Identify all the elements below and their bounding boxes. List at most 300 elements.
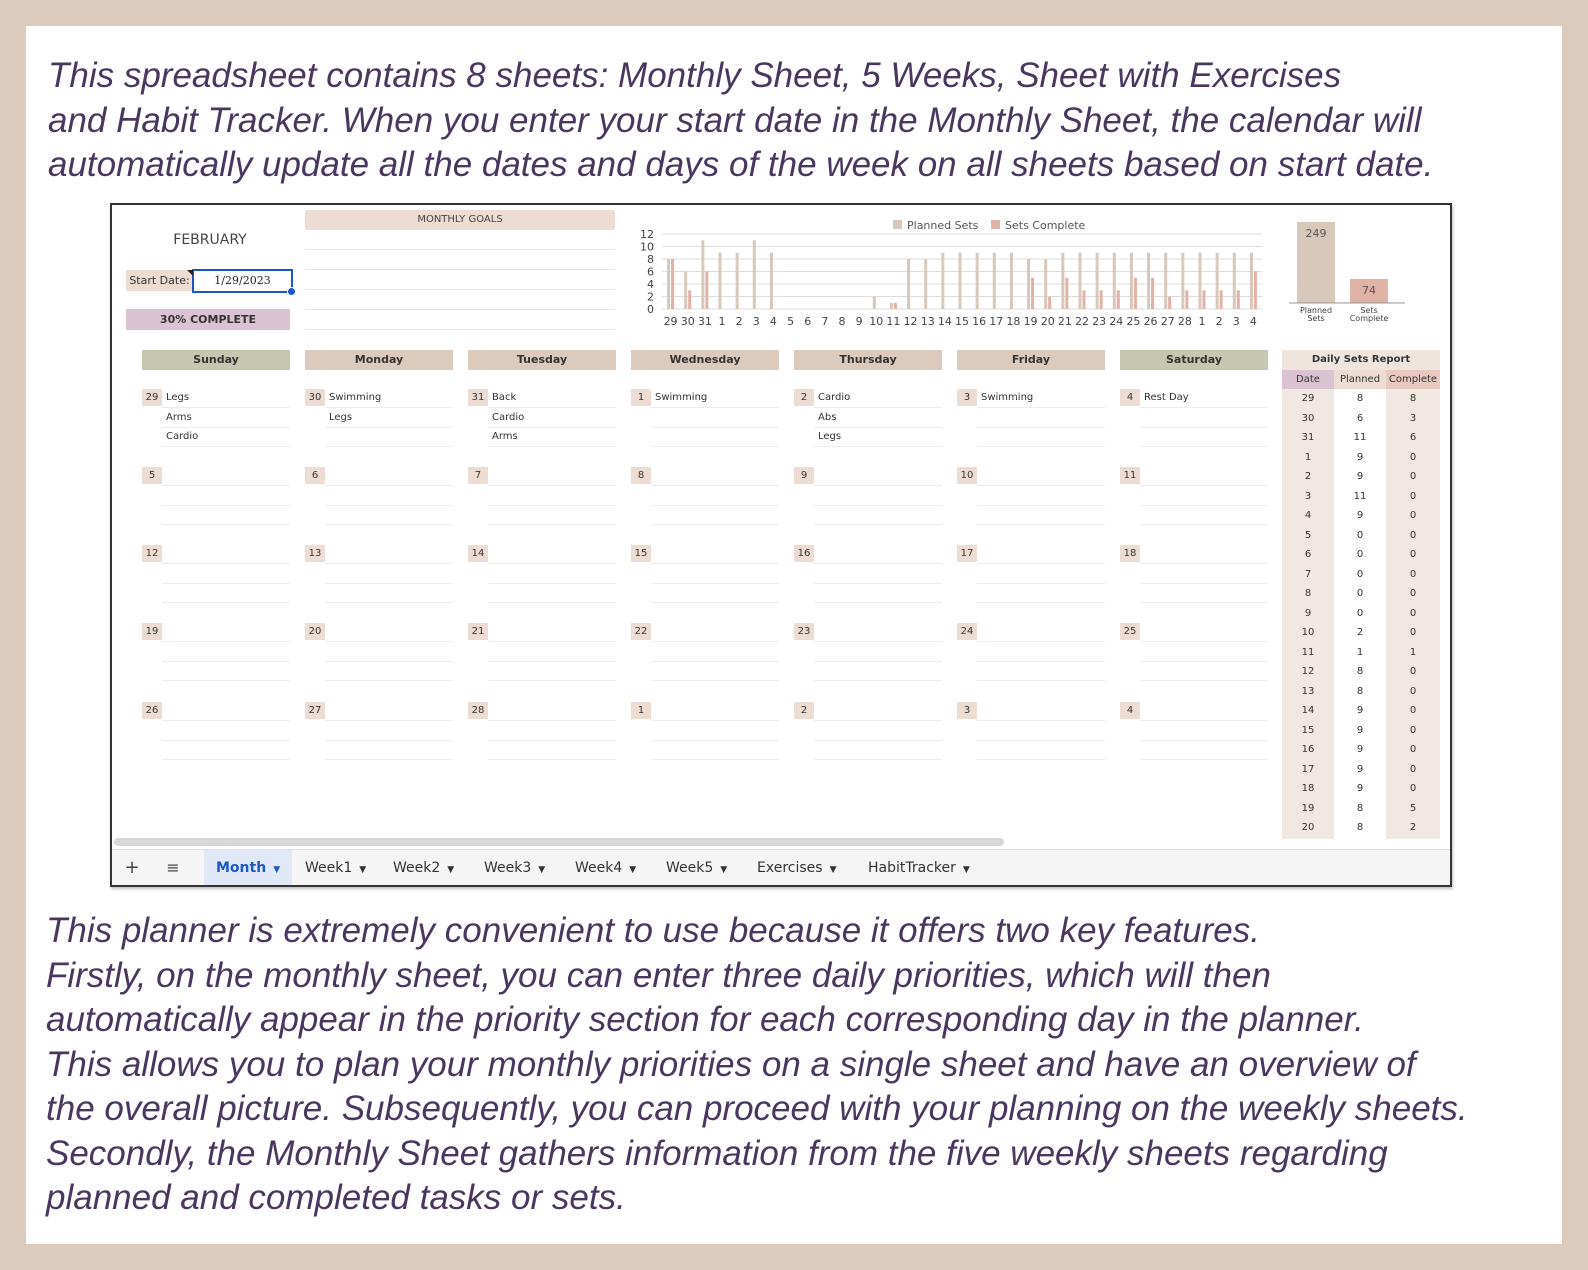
- priority-slot[interactable]: [488, 446, 616, 447]
- chevron-down-icon[interactable]: ▼: [629, 865, 637, 875]
- report-planned: 11: [1353, 432, 1367, 443]
- priority-slot[interactable]: [651, 720, 779, 721]
- day-number: 27: [305, 702, 325, 719]
- y-tick-label: 0: [647, 303, 654, 316]
- priority-slot[interactable]: [651, 485, 779, 486]
- report-date: 11: [1301, 646, 1315, 658]
- priority-slot[interactable]: [162, 759, 290, 760]
- report-date: 29: [1301, 393, 1315, 404]
- priority-slot[interactable]: [1140, 583, 1268, 584]
- planned-bar: [1079, 253, 1082, 309]
- report-date: 7: [1304, 568, 1312, 580]
- priority-slot[interactable]: [651, 680, 779, 681]
- sheet-tab-habittracker[interactable]: [856, 850, 982, 886]
- activity-entry[interactable]: Back: [492, 392, 517, 403]
- report-date: 9: [1304, 607, 1312, 619]
- report-date: 31: [1301, 432, 1315, 443]
- report-date: 5: [1304, 529, 1312, 541]
- x-tick-label: 15: [955, 315, 969, 328]
- priority-slot[interactable]: [1140, 563, 1268, 564]
- goal-row[interactable]: [305, 269, 615, 270]
- y-tick-label: 4: [647, 278, 654, 291]
- report-planned: 9: [1356, 705, 1364, 716]
- priority-slot[interactable]: [1140, 407, 1268, 408]
- priority-slot[interactable]: [488, 661, 616, 662]
- report-planned: 11: [1353, 490, 1367, 502]
- priority-slot[interactable]: [488, 505, 616, 506]
- planned-bar: [753, 240, 756, 309]
- complete-percent-badge: 30% COMPLETE: [126, 309, 290, 330]
- y-tick-label: 8: [647, 253, 654, 266]
- day-number: 1: [631, 702, 651, 719]
- priority-slot[interactable]: [977, 759, 1105, 760]
- activity-entry[interactable]: Legs: [818, 431, 842, 442]
- priority-slot[interactable]: [814, 759, 942, 760]
- day-number: 2: [794, 702, 814, 719]
- intro-line: This spreadsheet contains 8 sheets: Monthly Sheet, 5 Weeks, Sheet with Exercises: [48, 56, 1342, 95]
- goal-row[interactable]: [305, 289, 615, 290]
- priority-slot[interactable]: [814, 563, 942, 564]
- sheet-tab-week5[interactable]: [654, 850, 739, 886]
- report-planned: 9: [1356, 451, 1364, 463]
- priority-slot[interactable]: [814, 680, 942, 681]
- priority-slot[interactable]: [814, 446, 942, 447]
- priority-slot[interactable]: [651, 583, 779, 584]
- priority-slot[interactable]: [1140, 740, 1268, 741]
- report-planned: 0: [1356, 549, 1364, 560]
- priority-slot[interactable]: [325, 563, 453, 564]
- priority-slot[interactable]: [1140, 602, 1268, 603]
- report-complete: 0: [1409, 607, 1417, 619]
- weekday-header-friday: Friday: [957, 350, 1105, 370]
- x-tick-label: 28: [1177, 315, 1192, 328]
- report-planned: 6: [1356, 412, 1364, 424]
- complete-bar: [705, 272, 708, 310]
- priority-slot[interactable]: [977, 485, 1105, 486]
- priority-slot[interactable]: [488, 485, 616, 486]
- report-date: 8: [1304, 588, 1312, 599]
- report-complete: 0: [1409, 451, 1417, 463]
- complete-bar: [671, 259, 674, 309]
- priority-slot[interactable]: [1140, 720, 1268, 721]
- priority-slot[interactable]: [651, 563, 779, 564]
- priority-slot[interactable]: [977, 563, 1105, 564]
- priority-slot[interactable]: [977, 407, 1105, 408]
- activity-entry[interactable]: Legs: [329, 411, 353, 423]
- priority-slot[interactable]: [488, 427, 616, 428]
- priority-slot[interactable]: [651, 505, 779, 506]
- x-tick-label: 3: [1232, 315, 1240, 328]
- plus-icon[interactable]: +: [124, 857, 140, 878]
- weekday-header-wednesday: Wednesday: [631, 350, 779, 370]
- complete-bar: [1031, 278, 1034, 309]
- planned-bar: [941, 253, 944, 309]
- priority-slot[interactable]: [162, 583, 290, 584]
- outro-line: Firstly, on the monthly sheet, you can enter three daily priorities, which will then: [46, 955, 1271, 995]
- priority-slot[interactable]: [325, 407, 453, 408]
- x-tick-label: 1: [718, 315, 726, 328]
- priority-slot[interactable]: [651, 427, 779, 428]
- day-number: 24: [957, 623, 977, 640]
- day-number: 21: [468, 623, 488, 640]
- day-number: 1: [631, 389, 651, 406]
- report-header-complete: Complete: [1386, 370, 1440, 389]
- priority-slot[interactable]: [977, 680, 1105, 681]
- activity-entry[interactable]: Cardio: [818, 392, 851, 403]
- priority-slot[interactable]: [325, 740, 453, 741]
- priority-slot[interactable]: [814, 583, 942, 584]
- horizontal-scrollbar[interactable]: [114, 838, 1004, 846]
- x-tick-label: 4: [1249, 315, 1257, 328]
- y-tick-label: 12: [640, 228, 654, 241]
- report-complete: 1: [1409, 646, 1417, 658]
- complete-bar: [1065, 278, 1068, 309]
- x-tick-label: 25: [1126, 315, 1141, 328]
- total-sets-chart: [1277, 210, 1417, 332]
- activity-entry[interactable]: Rest Day: [1144, 392, 1189, 403]
- priority-slot[interactable]: [814, 427, 942, 428]
- intro-paragraph: [48, 54, 1433, 188]
- activity-entry[interactable]: Abs: [818, 411, 837, 423]
- priority-slot[interactable]: [488, 524, 616, 525]
- priority-slot[interactable]: [1140, 680, 1268, 681]
- priority-slot[interactable]: [651, 602, 779, 603]
- priority-slot[interactable]: [651, 524, 779, 525]
- x-tick-label: 16: [972, 315, 987, 328]
- planned-bar: [1199, 253, 1202, 309]
- day-number: 16: [794, 545, 814, 562]
- day-number: 22: [631, 623, 651, 640]
- priority-slot[interactable]: [488, 602, 616, 603]
- day-number: 4: [1120, 702, 1140, 719]
- x-tick-label: 8: [838, 315, 846, 328]
- day-number: 7: [468, 467, 488, 484]
- tab-label: Week1: [305, 860, 353, 876]
- report-complete: 0: [1409, 705, 1417, 716]
- intro-line: automatically update all the dates and days of the week on all sheets based on start date.: [48, 145, 1434, 184]
- priority-slot[interactable]: [651, 759, 779, 760]
- priority-slot[interactable]: [162, 563, 290, 564]
- priority-slot[interactable]: [162, 524, 290, 525]
- chevron-down-icon[interactable]: ▼: [829, 865, 837, 875]
- day-number: 12: [142, 545, 162, 562]
- activity-entry[interactable]: Cardio: [166, 431, 199, 442]
- report-date: 17: [1301, 763, 1315, 775]
- outro-line: This allows you to plan your monthly priorities on a single sheet and have an overview of: [46, 1044, 1416, 1084]
- x-tick-label: 29: [663, 315, 678, 328]
- complete-bar: [1151, 278, 1154, 309]
- complete-bar: [1254, 272, 1257, 310]
- report-planned: 1: [1356, 646, 1364, 658]
- priority-slot[interactable]: [325, 720, 453, 721]
- x-tick-label: 30: [680, 315, 695, 328]
- priority-slot[interactable]: [814, 505, 942, 506]
- activity-entry[interactable]: Arms: [492, 431, 518, 442]
- x-tick-label: 20: [1040, 315, 1055, 328]
- priority-slot[interactable]: [814, 602, 942, 603]
- priority-slot[interactable]: [162, 427, 290, 428]
- priority-slot[interactable]: [977, 524, 1105, 525]
- complete-bar: [1185, 290, 1188, 309]
- priority-slot[interactable]: [1140, 505, 1268, 506]
- sheet-tab-week4[interactable]: [563, 850, 648, 886]
- report-planned: 8: [1356, 685, 1364, 697]
- fill-handle[interactable]: [287, 287, 296, 296]
- report-planned: 9: [1356, 510, 1364, 521]
- priority-slot[interactable]: [977, 427, 1105, 428]
- report-complete: 0: [1409, 568, 1417, 580]
- month-title: FEBRUARY: [173, 232, 247, 248]
- report-complete: 0: [1409, 666, 1417, 677]
- report-date: 4: [1304, 510, 1312, 521]
- activity-entry[interactable]: Legs: [166, 392, 190, 403]
- spreadsheet-screenshot: [110, 203, 1452, 887]
- sheet-tab-month[interactable]: [204, 850, 292, 886]
- priority-slot[interactable]: [325, 583, 453, 584]
- x-tick-label: 22: [1075, 315, 1089, 328]
- priority-slot[interactable]: [1140, 641, 1268, 642]
- priority-slot[interactable]: [1140, 524, 1268, 525]
- y-tick-label: 10: [640, 240, 654, 254]
- report-header-planned: Planned: [1334, 370, 1386, 389]
- y-tick-label: 2: [647, 290, 654, 304]
- priority-slot[interactable]: [651, 407, 779, 408]
- planned-bar: [1096, 253, 1099, 309]
- x-tick-label: 9: [855, 315, 863, 328]
- chevron-down-icon[interactable]: ▼: [962, 865, 970, 875]
- legend-swatch-complete: [991, 220, 1000, 229]
- priority-slot[interactable]: [814, 407, 942, 408]
- priority-slot[interactable]: [162, 446, 290, 447]
- priority-slot[interactable]: [325, 485, 453, 486]
- day-number: 2: [794, 389, 814, 406]
- total-value-label: 249: [1305, 227, 1327, 240]
- planned-bar: [701, 240, 704, 309]
- priority-slot[interactable]: [977, 602, 1105, 603]
- complete-bar: [688, 290, 691, 309]
- priority-slot[interactable]: [162, 485, 290, 486]
- tab-label: HabitTracker: [868, 860, 956, 876]
- planned-bar: [976, 253, 979, 309]
- priority-slot[interactable]: [162, 505, 290, 506]
- planned-bar: [959, 253, 962, 309]
- activity-entry[interactable]: Swimming: [981, 392, 1034, 403]
- priority-slot[interactable]: [814, 524, 942, 525]
- x-tick-label: 13: [920, 315, 935, 328]
- report-planned: 8: [1356, 393, 1364, 404]
- total-category-label: Sets: [1360, 306, 1378, 315]
- total-category-label: Sets: [1307, 314, 1325, 323]
- priority-slot[interactable]: [488, 680, 616, 681]
- sheet-tab-bar: [112, 849, 1450, 886]
- priority-slot[interactable]: [977, 661, 1105, 662]
- report-complete: 0: [1409, 744, 1417, 755]
- day-number: 30: [305, 389, 325, 406]
- priority-slot[interactable]: [488, 407, 616, 408]
- priority-slot[interactable]: [651, 641, 779, 642]
- tab-label: Week2: [393, 860, 441, 876]
- complete-bar: [1237, 290, 1240, 309]
- report-date: 12: [1301, 666, 1315, 677]
- planned-bar: [736, 253, 739, 309]
- priority-slot[interactable]: [325, 524, 453, 525]
- day-number: 13: [305, 545, 325, 562]
- priority-slot[interactable]: [977, 740, 1105, 741]
- planned-bar: [1113, 253, 1116, 309]
- report-planned: 8: [1356, 822, 1364, 833]
- planned-bar: [1061, 253, 1064, 309]
- priority-slot[interactable]: [814, 641, 942, 642]
- report-date: 1: [1304, 451, 1312, 463]
- x-tick-label: 26: [1143, 315, 1158, 328]
- priority-slot[interactable]: [162, 407, 290, 408]
- x-tick-label: 5: [787, 315, 795, 328]
- priority-slot[interactable]: [162, 720, 290, 721]
- day-number: 31: [468, 389, 488, 406]
- y-tick-label: 6: [647, 265, 654, 279]
- outro-line: Secondly, the Monthly Sheet gathers information from the five weekly sheets regarding: [46, 1133, 1388, 1173]
- planned-bar: [1010, 253, 1013, 309]
- x-tick-label: 4: [769, 315, 777, 328]
- sheet-tab-exercises[interactable]: [745, 850, 848, 886]
- priority-slot[interactable]: [651, 446, 779, 447]
- report-complete: 0: [1409, 529, 1417, 541]
- x-tick-label: 1: [1198, 315, 1206, 328]
- priority-slot[interactable]: [814, 740, 942, 741]
- legend-complete: Sets Complete: [1005, 219, 1086, 232]
- report-complete: 0: [1409, 724, 1417, 736]
- priority-slot[interactable]: [488, 720, 616, 721]
- priority-slot[interactable]: [1140, 661, 1268, 662]
- priority-slot[interactable]: [1140, 427, 1268, 428]
- x-tick-label: 14: [937, 315, 952, 328]
- report-planned: 9: [1356, 724, 1364, 736]
- chevron-down-icon[interactable]: ▼: [720, 865, 728, 875]
- day-number: 26: [142, 702, 162, 719]
- priority-slot[interactable]: [651, 661, 779, 662]
- sheet-tab-week3[interactable]: [472, 850, 557, 886]
- priority-slot[interactable]: [814, 720, 942, 721]
- report-complete: 3: [1409, 412, 1417, 424]
- report-planned: 8: [1356, 802, 1364, 814]
- priority-slot[interactable]: [325, 759, 453, 760]
- priority-slot[interactable]: [325, 641, 453, 642]
- report-header-date: Date: [1282, 370, 1334, 389]
- priority-slot[interactable]: [488, 583, 616, 584]
- weekday-header-thursday: Thursday: [794, 350, 942, 370]
- priority-slot[interactable]: [1140, 759, 1268, 760]
- priority-slot[interactable]: [1140, 485, 1268, 486]
- chevron-down-icon[interactable]: ▼: [538, 865, 546, 875]
- priority-slot[interactable]: [488, 563, 616, 564]
- chevron-down-icon[interactable]: ▼: [359, 865, 367, 875]
- report-planned: 0: [1356, 568, 1364, 580]
- activity-entry[interactable]: Arms: [166, 411, 192, 423]
- goal-row[interactable]: [305, 249, 615, 250]
- report-planned: 9: [1356, 783, 1364, 794]
- report-complete: 0: [1409, 490, 1417, 502]
- priority-slot[interactable]: [977, 720, 1105, 721]
- sheet-tab-week2[interactable]: [381, 850, 466, 886]
- start-date-cell[interactable]: 1/29/2023: [192, 269, 293, 293]
- activity-entry[interactable]: Swimming: [655, 392, 708, 403]
- report-complete: 2: [1409, 822, 1417, 833]
- planned-bar: [684, 272, 687, 310]
- priority-slot[interactable]: [814, 485, 942, 486]
- planned-bar: [719, 253, 722, 309]
- intro-line: and Habit Tracker. When you enter your start date in the Monthly Sheet, the calendar will: [48, 100, 1422, 140]
- weekday-header-monday: Monday: [305, 350, 453, 370]
- priority-slot[interactable]: [1140, 446, 1268, 447]
- report-complete: 0: [1409, 627, 1417, 638]
- chevron-down-icon[interactable]: ▼: [447, 865, 455, 875]
- sheet-tab-week1[interactable]: [293, 850, 378, 886]
- priority-slot[interactable]: [977, 446, 1105, 447]
- chevron-down-icon[interactable]: ▼: [273, 865, 281, 875]
- day-number: 4: [1120, 389, 1140, 406]
- report-complete: 0: [1409, 510, 1417, 521]
- day-number: 17: [957, 545, 977, 562]
- priority-slot[interactable]: [325, 446, 453, 447]
- goal-row[interactable]: [305, 309, 615, 310]
- total-value-label: 74: [1362, 283, 1376, 297]
- priority-slot[interactable]: [325, 680, 453, 681]
- priority-slot[interactable]: [488, 759, 616, 760]
- activity-entry[interactable]: Cardio: [492, 411, 525, 423]
- priority-slot[interactable]: [162, 661, 290, 662]
- priority-slot[interactable]: [977, 583, 1105, 584]
- monthly-goals-title: MONTHLY GOALS: [305, 210, 615, 230]
- priority-slot[interactable]: [162, 602, 290, 603]
- activity-entry[interactable]: Swimming: [329, 392, 382, 403]
- priority-slot[interactable]: [325, 661, 453, 662]
- legend-swatch-planned: [893, 220, 902, 229]
- list-icon[interactable]: ≡: [166, 858, 180, 877]
- day-number: 3: [957, 702, 977, 719]
- report-complete: 6: [1409, 432, 1417, 443]
- priority-slot[interactable]: [325, 602, 453, 603]
- priority-slot[interactable]: [977, 505, 1105, 506]
- start-date-label: Start Date:: [126, 270, 193, 291]
- planned-bar: [1216, 253, 1219, 309]
- priority-slot[interactable]: [325, 427, 453, 428]
- complete-bar: [1048, 297, 1051, 310]
- priority-slot[interactable]: [162, 680, 290, 681]
- priority-slot[interactable]: [488, 740, 616, 741]
- planned-bar: [1164, 253, 1167, 309]
- priority-slot[interactable]: [488, 641, 616, 642]
- report-complete: 8: [1409, 393, 1417, 404]
- priority-slot[interactable]: [162, 641, 290, 642]
- priority-slot[interactable]: [814, 661, 942, 662]
- x-tick-label: 23: [1092, 315, 1107, 328]
- planned-bar: [873, 297, 876, 310]
- report-planned: 8: [1356, 666, 1364, 677]
- priority-slot[interactable]: [162, 740, 290, 741]
- complete-bar: [1203, 290, 1206, 309]
- priority-slot[interactable]: [651, 740, 779, 741]
- day-number: 20: [305, 623, 325, 640]
- note-marker-icon: [187, 270, 193, 276]
- complete-bar: [1134, 278, 1137, 309]
- x-tick-label: 7: [821, 315, 829, 328]
- goal-row[interactable]: [305, 329, 615, 330]
- report-date: 20: [1301, 822, 1315, 833]
- priority-slot[interactable]: [977, 641, 1105, 642]
- priority-slot[interactable]: [325, 505, 453, 506]
- day-number: 14: [468, 545, 488, 562]
- report-planned: 9: [1356, 763, 1364, 775]
